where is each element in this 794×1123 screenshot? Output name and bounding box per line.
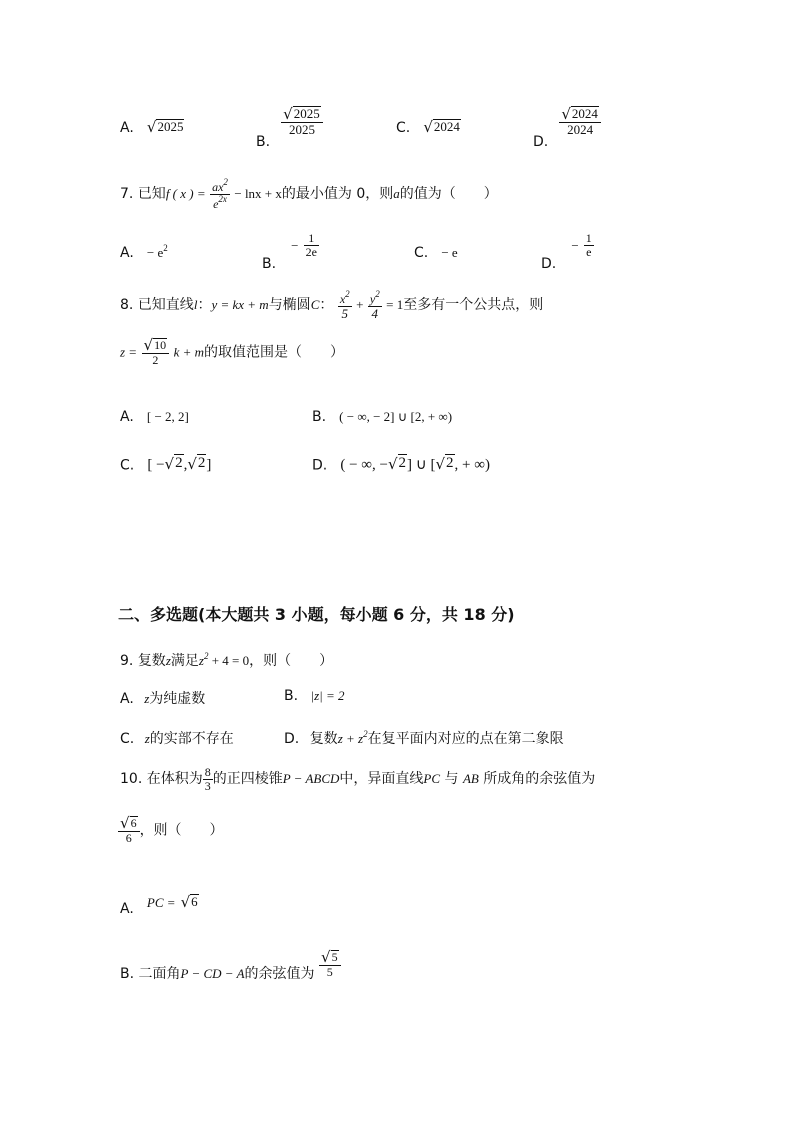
sqrt-expression: √ 2024 (423, 118, 460, 136)
q7-stem: 7. 已知f ( x ) = $\frac{ax^2}{e^{2x}}$ − lnx + x的最小值为 0，则a的值为（ ） (120, 177, 498, 211)
fraction: $\frac{1}{e}$ (585, 231, 592, 259)
sqrt-expression: √ 2025 (146, 118, 184, 136)
fraction: √ 10 2 (142, 338, 170, 367)
q9-option-a: A. z为纯虚数 (120, 691, 206, 707)
fraction: √ 6 6 (118, 816, 140, 845)
q6-option-b (256, 104, 323, 150)
fraction: $\frac{x^2}{5}$ (339, 289, 350, 321)
option-label: C. (396, 120, 411, 136)
q7-option-b: B. − $\frac{1}{2e}$ (262, 231, 317, 272)
q8-option-d: D. ( − ∞, − √ 2 ] ∪ [ √ 2 , + ∞) (312, 455, 490, 474)
option-label: D. (533, 133, 549, 150)
q8-option-b: B. ( − ∞, − 2] ∪ [2, + ∞) (312, 409, 453, 425)
q8-option-c: C. [ − √ 2 , √ 2 ] (120, 455, 212, 474)
q7-option-d: D. − $\frac{1}{e}$ (541, 231, 592, 272)
q8-stem-line1: 8. 已知直线l：y = kx + m与椭圆C： $\frac{x^2}{5}$ + $\frac{y^2}{4}$ = 1至多有一个公共点，则 (120, 289, 544, 321)
q9-option-d: D. 复数$z + z^2$在复平面内对应的点在第二象限 (284, 729, 564, 747)
q9-stem: 9. 复数z满足$z^2 + 4 = 0$，则（ ） (120, 651, 334, 669)
q6-option-c (396, 117, 461, 136)
option-label: B. (256, 133, 271, 150)
q6-option-d (533, 104, 601, 150)
q6-option-a (120, 117, 184, 136)
q10-stem-line2: √ 6 6 ，则（ ） (120, 814, 224, 845)
q7-option-a: A. − $e^2$ (120, 243, 168, 261)
fraction: $\frac{ax^2}{e^{2x}}$ (212, 177, 228, 211)
fraction: √ 5 5 (319, 950, 341, 979)
q9-option-b: B. |z| = 2 (284, 688, 345, 704)
q8-stem-line2: z = √ 10 2 k + m的取值范围是（ ） (120, 336, 344, 367)
q10-option-b: B. 二面角P − CD − A的余弦值为 √ 5 5 (120, 950, 341, 979)
option-label: A. (120, 120, 134, 136)
fraction: $\frac{y^2}{4}$ (369, 289, 380, 321)
q9-option-c: C. z的实部不存在 (120, 731, 234, 747)
q10-stem-line1: 10. 在体积为 $\frac{8}{3}$ 的正四棱锥P − ABCD中，异面直线PC 与 AB 所成角的余弦值为 (120, 765, 596, 793)
fraction: √ 2024 2024 (559, 106, 601, 137)
q8-option-a: A. [ − 2, 2] (120, 409, 189, 425)
fraction: $\frac{8}{3}$ (204, 765, 211, 793)
fraction: $\frac{1}{2e}$ (305, 231, 317, 259)
q7-option-c: C. − e (414, 245, 458, 261)
section-heading: 二、多选题(本大题共 3 小题，每小题 6 分，共 18 分) (118, 605, 515, 624)
fraction: √ 2025 2025 (281, 106, 323, 137)
q10-option-a: A. PC = √ 6 (120, 893, 198, 917)
